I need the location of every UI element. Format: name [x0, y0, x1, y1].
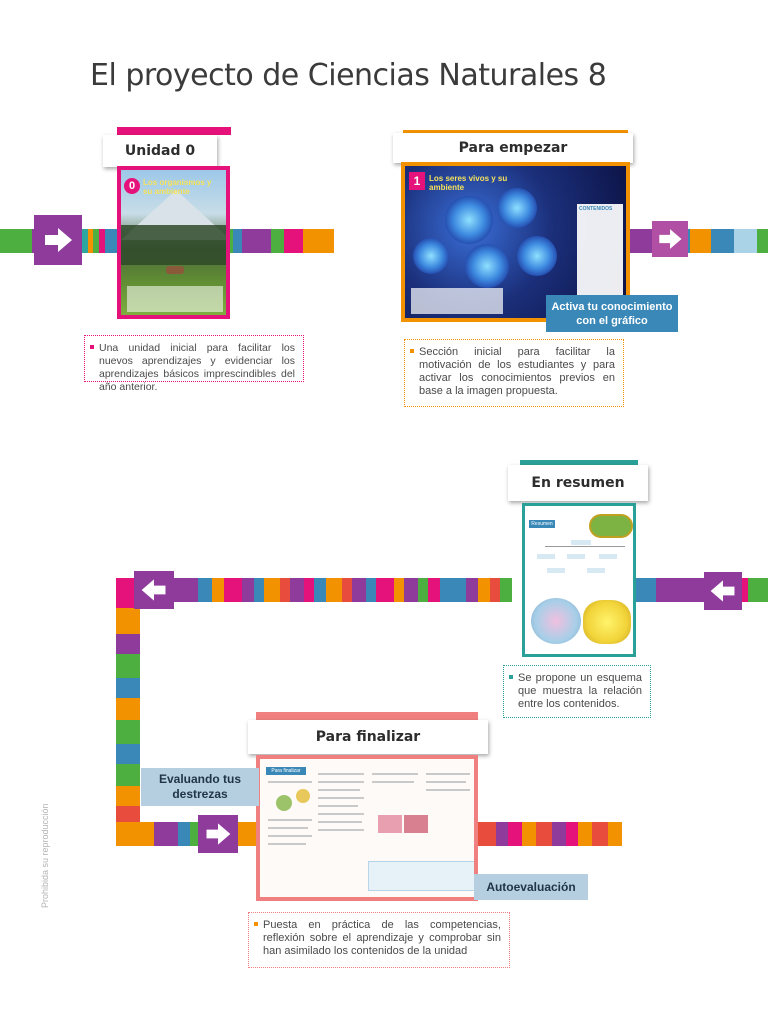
text-line [318, 781, 364, 783]
para-finalizar-page-thumbnail [256, 755, 478, 901]
finalizar-header-text: Para finalizar [271, 768, 301, 774]
activa-conocimiento-callout: Activa tu conocimiento con el gráfico [546, 295, 678, 332]
text-line [268, 827, 308, 829]
contents-box-title: CONTENIDOS [579, 206, 613, 212]
unit-title: Los organismos y su ambiente [143, 178, 212, 196]
unidad0-label: Unidad 0 [103, 135, 217, 167]
para-finalizar-description [248, 912, 510, 968]
cell-shape [517, 236, 557, 276]
diagram-node [537, 554, 555, 559]
para-empezar-description [404, 339, 624, 407]
arrow-right-icon [198, 815, 238, 853]
en-resumen-description [503, 665, 651, 718]
bullet-icon [90, 345, 94, 349]
autoevaluacion-callout: Autoevaluación [474, 874, 588, 900]
cell-shape [497, 188, 537, 228]
text-line [318, 805, 358, 807]
para-empezar-description-text: Sección inicial para facilitar la motivación de los estudiantes y para activar los conocimientos previos en base a la imagen propuesta. [419, 346, 615, 397]
bottom-right-band [478, 822, 622, 846]
text-line [372, 773, 418, 775]
unidad0-description [84, 335, 304, 393]
diagram-line [545, 546, 625, 547]
para-finalizar-tab-strip [256, 712, 478, 720]
en-resumen-page-thumbnail [522, 503, 636, 657]
unidad0-description-text: Una unidad inicial para facilitar los nuevos aprendizajes y evidenciar los aprendizajes básicos imprescindibles del año anterior. [99, 342, 295, 393]
bullet-icon [254, 922, 258, 926]
bacteria-shape [589, 514, 633, 538]
text-line [318, 829, 364, 831]
para-empezar-label: Para empezar [393, 133, 633, 163]
diagram-node [571, 540, 591, 545]
unit-title: Los seres vivos y su ambiente [429, 174, 508, 192]
organism-shape [276, 795, 292, 811]
arrow-left-icon [704, 572, 742, 610]
text-line [372, 781, 414, 783]
contents-box [577, 204, 623, 308]
arrow-right-icon [652, 221, 688, 257]
plant-cell-shape [583, 600, 631, 644]
finalizar-header [266, 767, 306, 775]
organism-shape [296, 789, 310, 803]
text-line [426, 773, 470, 775]
cow-shape [166, 266, 184, 274]
text-line [318, 813, 364, 815]
intro-text-block [411, 288, 503, 314]
middle-color-band [116, 578, 520, 602]
diagram-node [547, 568, 565, 573]
cell-tissue-shape [378, 815, 402, 833]
text-line [318, 773, 364, 775]
cell-tissue-shape [404, 815, 428, 833]
resumen-header-text: Resumen [531, 521, 553, 527]
autoevaluacion-table [368, 861, 476, 891]
text-line [318, 789, 360, 791]
text-line [318, 821, 362, 823]
resumen-header [529, 520, 555, 528]
para-finalizar-label: Para finalizar [248, 720, 488, 754]
en-resumen-description-text: Se propone un esquema que muestra la relación entre los contenidos. [518, 672, 642, 710]
text-line [426, 781, 466, 783]
text-line [268, 819, 312, 821]
text-block [127, 286, 223, 312]
bullet-icon [410, 349, 414, 353]
diagram-node [599, 554, 617, 559]
para-finalizar-description-text: Puesta en práctica de las competencias, reflexión sobre el aprendizaje y comprobar sin han asimilado los contenidos de la unidad [263, 919, 501, 957]
arrow-right-icon [34, 215, 82, 265]
forest-shape [121, 225, 226, 265]
page-title: El proyecto de Ciencias Naturales 8 [90, 58, 607, 93]
unidad0-tab-strip [117, 127, 231, 135]
reproduction-notice: Prohibida su reproducción [40, 803, 50, 908]
bullet-icon [509, 675, 513, 679]
left-vertical-band [116, 578, 140, 846]
text-line [426, 789, 470, 791]
text-line [268, 835, 312, 837]
en-resumen-label: En resumen [508, 465, 648, 501]
text-line [268, 843, 306, 845]
diagram-node [587, 568, 605, 573]
evaluando-destrezas-callout: Evaluando tus destrezas [141, 768, 259, 806]
bottom-color-band [116, 822, 272, 846]
arrow-left-icon [134, 571, 174, 609]
text-line [318, 797, 364, 799]
diagram-node [567, 554, 585, 559]
middle-right-band [636, 578, 768, 602]
text-line [268, 781, 312, 783]
unit-number-badge: 1 [409, 172, 425, 190]
cell-shape [445, 196, 493, 244]
unidad0-page-thumbnail [117, 166, 230, 319]
cell-shape [465, 244, 509, 288]
cell-shape [413, 238, 449, 274]
animal-cell-shape [531, 598, 581, 644]
unit-number-badge: 0 [124, 178, 140, 194]
